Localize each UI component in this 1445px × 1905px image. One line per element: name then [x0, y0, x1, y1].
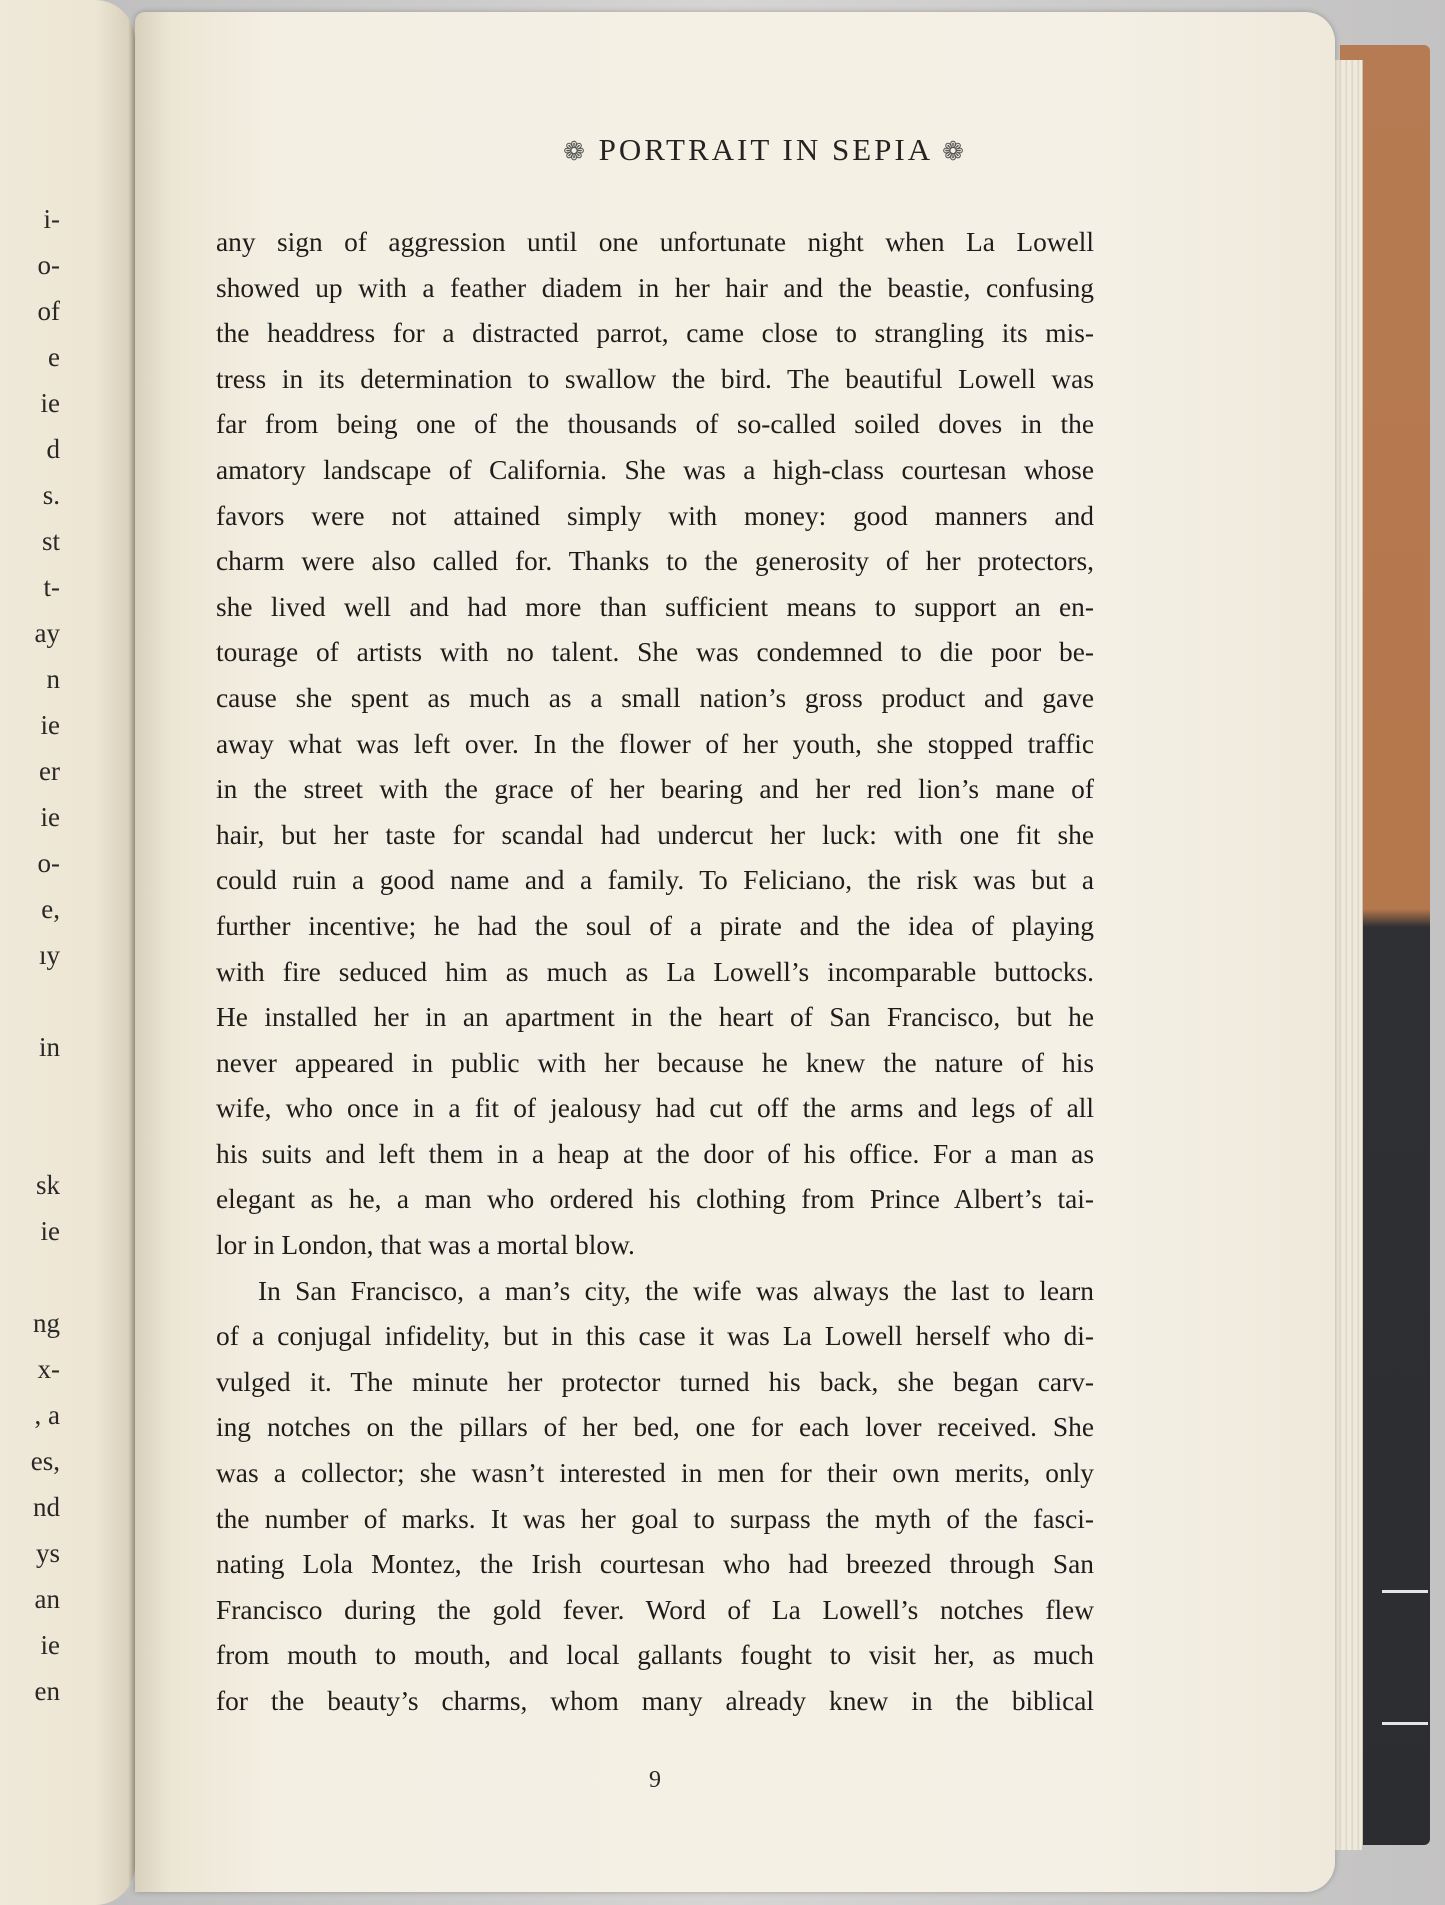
left-text-fragment: [0, 978, 60, 1024]
left-text-fragment: o-: [37, 848, 60, 878]
text-line: for the beauty’s charms, whom many already knew in the biblical: [216, 1686, 1094, 1716]
left-text-fragment: ie: [40, 388, 60, 418]
left-text-fragment: in: [38, 1032, 60, 1062]
text-line: in the street with the grace of her bearing and her red lion’s mane of: [216, 774, 1094, 805]
text-line: was a collector; she wasn’t interested in men for their own merits, only: [216, 1458, 1094, 1489]
text-line: hair, but her taste for scandal had undercut her luck: with one fit she: [216, 819, 1094, 850]
text-line: lor in London, that was a mortal blow.: [216, 1230, 635, 1261]
left-text-fragment: nd: [33, 1492, 60, 1522]
left-text-fragment: d: [46, 434, 60, 464]
left-text-fragment: es,: [30, 1446, 60, 1476]
left-text-fragment: ie: [40, 710, 60, 740]
left-text-fragment: ay: [34, 618, 60, 648]
cover-stripe: [1382, 1722, 1428, 1725]
left-text-fragment: e: [48, 342, 60, 372]
running-head: [435, 132, 1095, 168]
left-text-fragment: ıy: [38, 940, 60, 970]
text-line: tourage of artists with no talent. She was condemned to die poor be-: [216, 637, 1094, 668]
left-text-fragment: o-: [37, 250, 60, 280]
left-text-fragment: an: [34, 1584, 60, 1614]
text-line: never appeared in public with her because he knew the nature of his: [216, 1047, 1094, 1078]
left-text-fragment: [0, 1254, 60, 1300]
left-text-fragment: ie: [40, 1630, 60, 1660]
left-page-text: [0, 196, 60, 1714]
text-line: wife, who once in a fit of jealousy had cut off the arms and legs of all: [216, 1093, 1094, 1124]
text-line: He installed her in an apartment in the heart of San Francisco, but he: [216, 1002, 1094, 1033]
left-text-fragment: ie: [40, 1216, 60, 1246]
text-line: from mouth to mouth, and local gallants fought to visit her, as much: [216, 1640, 1094, 1671]
left-text-fragment: i-: [43, 204, 60, 234]
left-text-fragment: sk: [35, 1170, 60, 1200]
left-text-fragment: ie: [40, 802, 60, 832]
left-text-fragment: , a: [34, 1400, 60, 1430]
text-line: of a conjugal infidelity, but in this case it was La Lowell herself who di-: [216, 1321, 1094, 1352]
text-line: elegant as he, a man who ordered his clothing from Prince Albert’s tai-: [216, 1184, 1094, 1215]
left-text-fragment: e,: [41, 894, 60, 924]
left-text-fragment: t-: [43, 572, 60, 602]
text-line: charm were also called for. Thanks to the generosity of her protectors,: [216, 546, 1094, 577]
text-line: amatory landscape of California. She was a high-class courtesan whose: [216, 454, 1094, 485]
left-text-fragment: n: [46, 664, 60, 694]
running-head-title: PORTRAIT IN SEPIA: [598, 132, 932, 167]
left-text-fragment: er: [39, 756, 60, 786]
left-text-fragment: ys: [35, 1538, 60, 1568]
text-line: the headdress for a distracted parrot, came close to strangling its mis-: [216, 318, 1094, 349]
text-line: away what was left over. In the flower of her youth, she stopped traffic: [216, 728, 1094, 759]
text-line: with fire seduced him as much as La Lowell’s incomparable buttocks.: [216, 956, 1094, 987]
text-line: favors were not attained simply with money: good manners and: [216, 500, 1094, 531]
left-page: [0, 0, 135, 1905]
text-line: vulged it. The minute her protector turned his back, she began carv-: [216, 1366, 1094, 1397]
text-line: showed up with a feather diadem in her hair and the beastie, confusing: [216, 272, 1094, 303]
text-line: In San Francisco, a man’s city, the wife was always the last to learn: [258, 1275, 1094, 1306]
text-line: far from being one of the thousands of so-called soiled doves in the: [216, 409, 1094, 440]
body-text: [216, 220, 1094, 1725]
fleuron-icon: ❁: [563, 137, 588, 166]
text-line: Francisco during the gold fever. Word of La Lowell’s notches flew: [216, 1594, 1094, 1625]
text-line: she lived well and had more than sufficient means to support an en-: [216, 591, 1094, 622]
left-text-fragment: ng: [33, 1308, 60, 1338]
text-line: tress in its determination to swallow the bird. The beautiful Lowell was: [216, 363, 1094, 394]
text-line: his suits and left them in a heap at the door of his office. For a man as: [216, 1138, 1094, 1169]
cover-stripe: [1382, 1590, 1428, 1593]
left-text-fragment: of: [37, 296, 60, 326]
text-line: nating Lola Montez, the Irish courtesan who had breezed through San: [216, 1549, 1094, 1580]
left-text-fragment: en: [34, 1676, 60, 1706]
left-text-fragment: s.: [42, 480, 60, 510]
left-text-fragment: x-: [37, 1354, 60, 1384]
page-number: 9: [649, 1767, 661, 1793]
right-page: [135, 12, 1335, 1892]
text-line: ing notches on the pillars of her bed, one for each lover received. She: [216, 1412, 1094, 1443]
left-text-fragment: st: [41, 526, 60, 556]
text-line: cause she spent as much as a small nation’s gross product and gave: [216, 682, 1094, 713]
fleuron-icon: ❁: [942, 137, 967, 166]
text-line: further incentive; he had the soul of a pirate and the idea of playing: [216, 910, 1094, 941]
text-line: the number of marks. It was her goal to surpass the myth of the fasci-: [216, 1503, 1094, 1534]
left-text-fragment: [0, 1116, 60, 1162]
left-text-fragment: [0, 1070, 60, 1116]
text-line: could ruin a good name and a family. To Feliciano, the risk was but a: [216, 865, 1094, 896]
text-line: any sign of aggression until one unfortunate night when La Lowell: [216, 227, 1094, 257]
